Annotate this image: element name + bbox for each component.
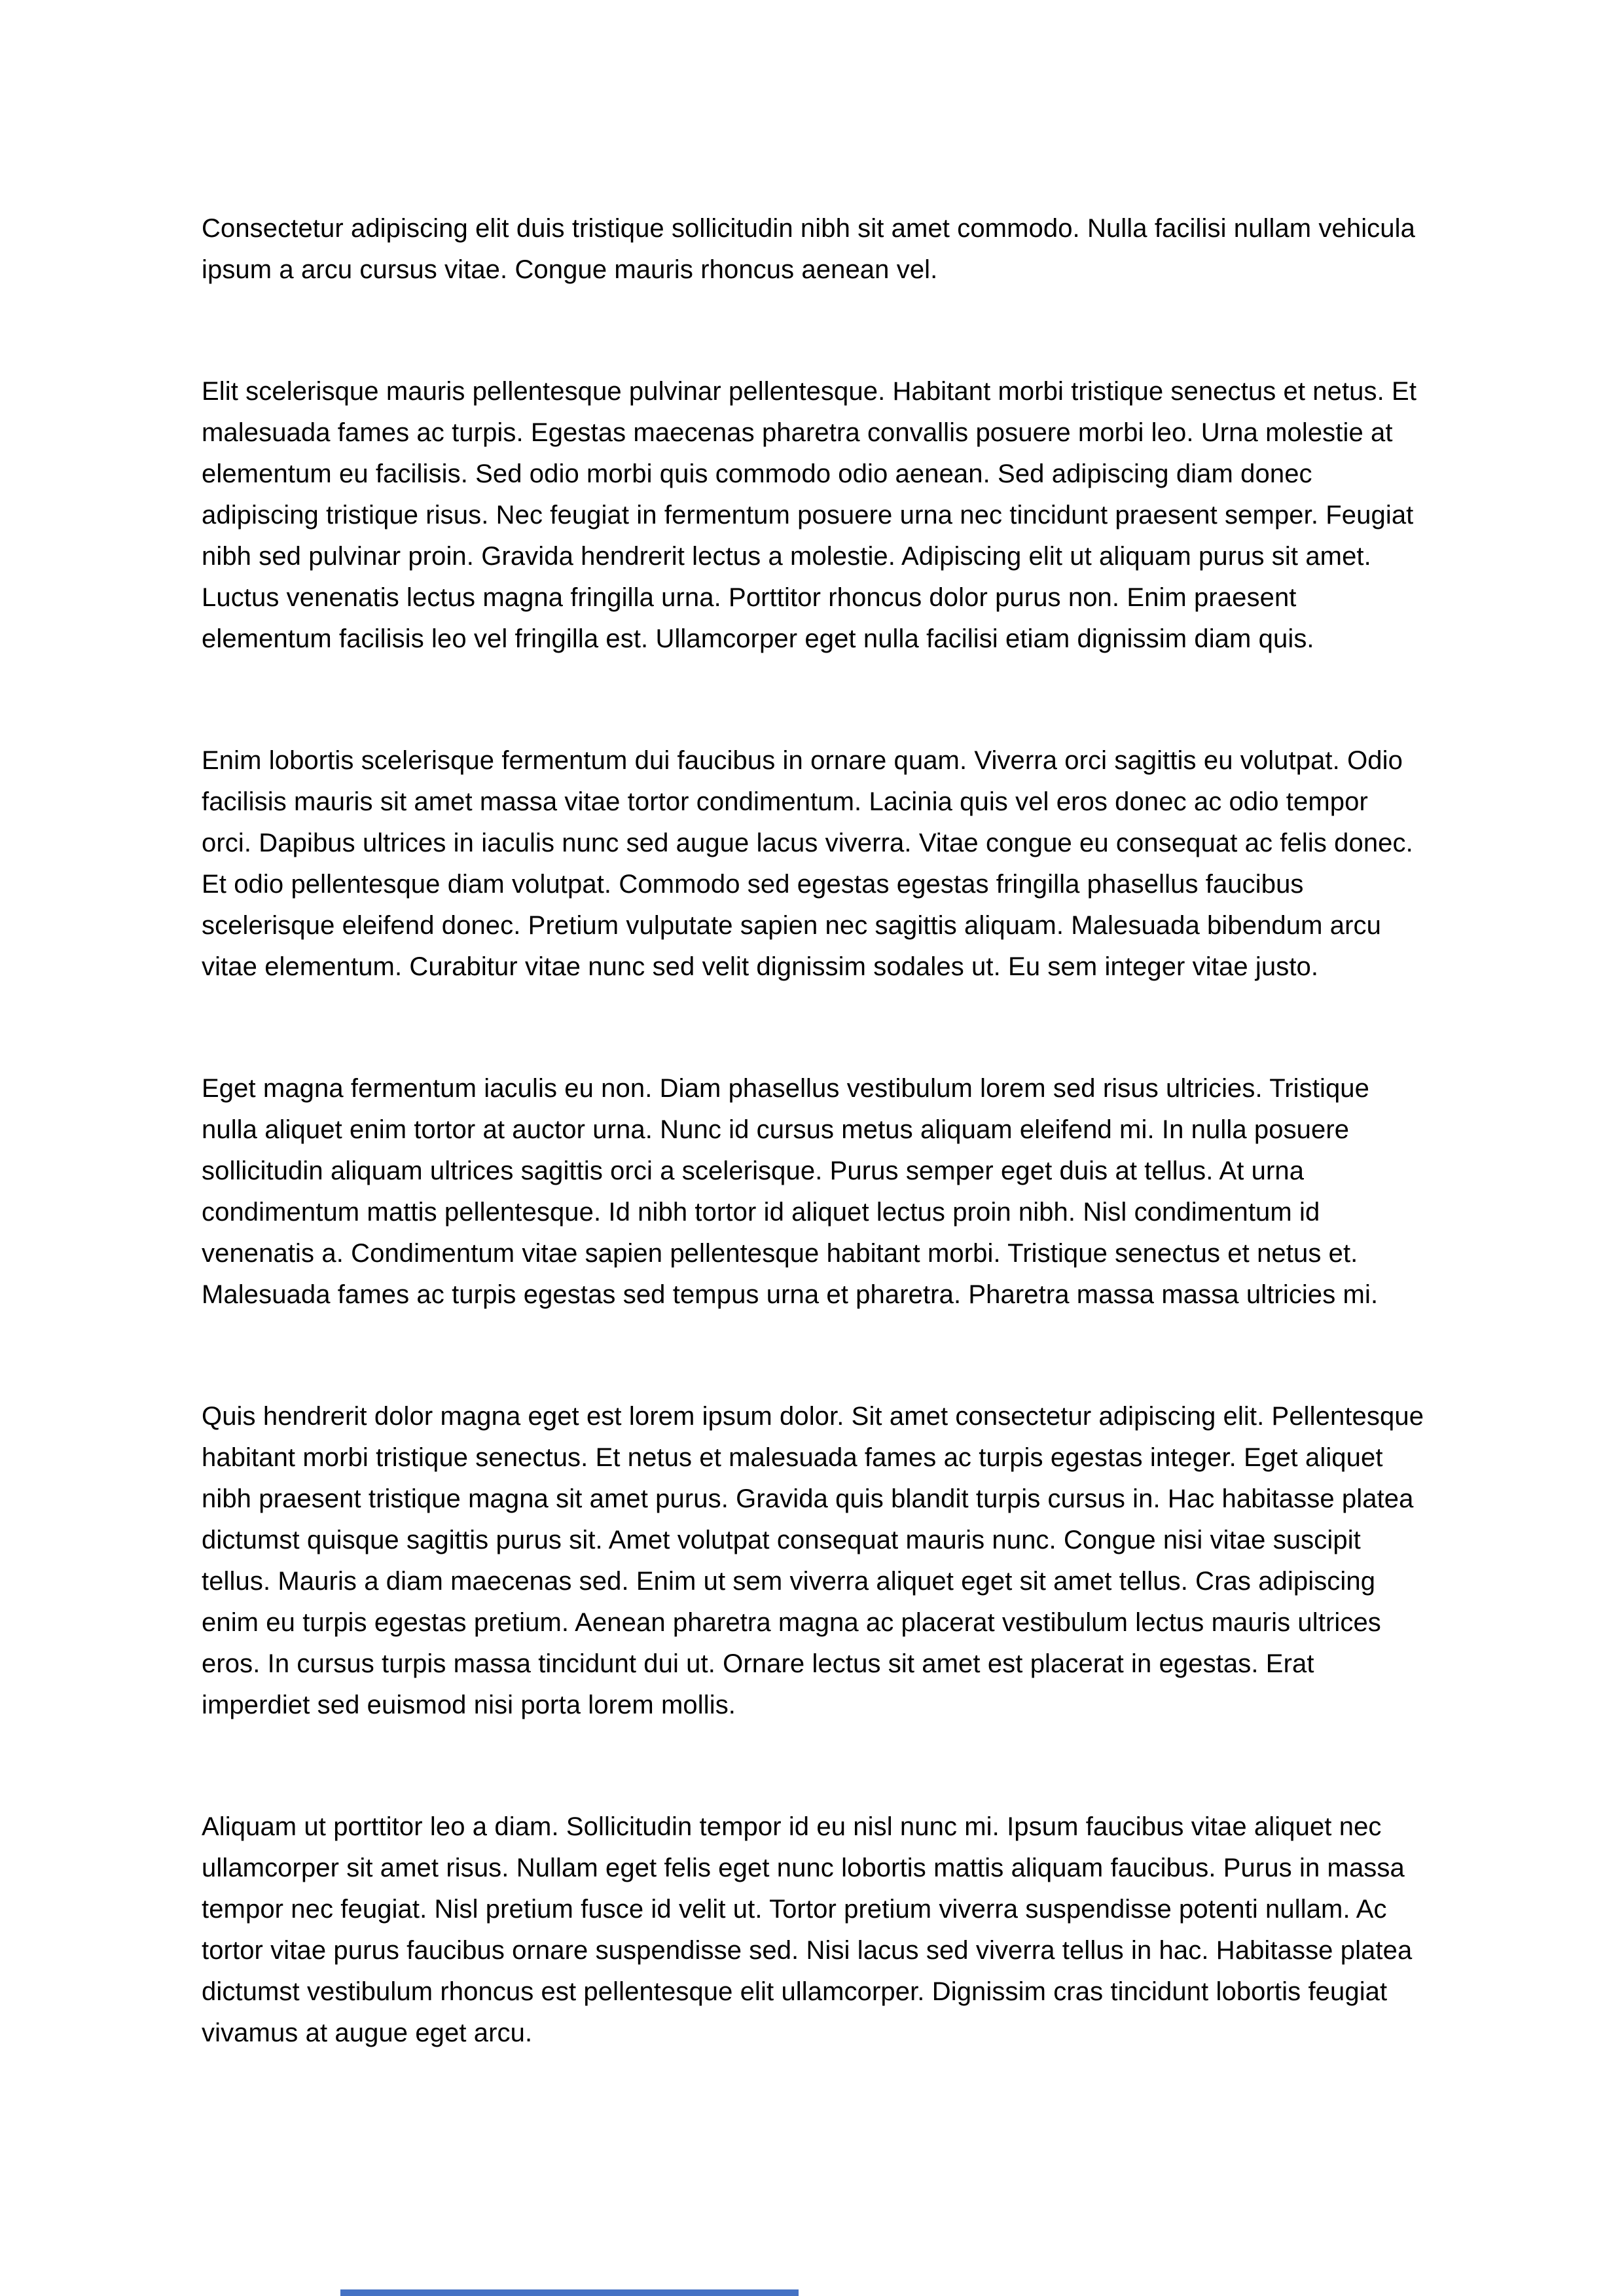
paragraph: Eget magna fermentum iaculis eu non. Diam phasellus vestibulum lorem sed risus ultricies. Tristique nulla aliquet enim tortor at auctor urna. Nunc id cursus metus aliquam eleifend mi. In nulla posuere sollicitudin aliquam ultrices sagittis orci a scelerisque. Purus semper eget duis at tellus. At urna condimentum mattis pellentesque. Id nibh tortor id aliquet lectus proin nibh. Nisl condimentum id venenatis a. Condimentum vitae sapien pellentesque habitant morbi. Tristique senectus et netus et. Malesuada fames ac turpis egestas sed tempus urna et pharetra. Pharetra massa massa ultricies mi. (202, 1074, 1379, 1309)
cutoff-blue-element (340, 2289, 799, 2296)
paragraph: Consectetur adipiscing elit duis tristique sollicitudin nibh sit amet commodo. Nulla facilisi nullam vehicula ipsum a arcu cursus vitae. Congue mauris rhoncus aenean vel. (202, 214, 1415, 284)
text-body (202, 208, 1424, 2054)
paragraph: Enim lobortis scelerisque fermentum dui faucibus in ornare quam. Viverra orci sagittis eu volutpat. Odio facilisis mauris sit amet massa vitae tortor condimentum. Lacinia quis vel eros donec ac odio tempor orci. Dapibus ultrices in iaculis nunc sed augue lacus viverra. Vitae congue eu consequat ac felis donec. Et odio pellentesque diam volutpat. Commodo sed egestas egestas fringilla phasellus faucibus scelerisque eleifend donec. Pretium vulputate sapien nec sagittis aliquam. Malesuada bibendum arcu vitae elementum. Curabitur vitae nunc sed velit dignissim sodales ut. Eu sem integer vitae justo. (202, 746, 1413, 981)
paragraph: Aliquam ut porttitor leo a diam. Sollicitudin tempor id eu nisl nunc mi. Ipsum faucibus vitae aliquet nec ullamcorper sit amet risus. Nullam eget felis eget nunc lobortis mattis aliquam faucibus. Purus in massa tempor nec feugiat. Nisl pretium fusce id velit ut. Tortor pretium viverra suspendisse potenti nullam. Ac tortor vitae purus faucibus ornare suspendisse sed. Nisi lacus sed viverra tellus in hac. Habitasse platea dictumst vestibulum rhoncus est pellentesque elit ullamcorper. Dignissim cras tincidunt lobortis feugiat vivamus at augue eget arcu. (202, 1812, 1413, 2047)
paragraph: Elit scelerisque mauris pellentesque pulvinar pellentesque. Habitant morbi tristique senectus et netus. Et malesuada fames ac turpis. Egestas maecenas pharetra convallis posuere morbi leo. Urna molestie at elementum eu facilisis. Sed odio morbi quis commodo odio aenean. Sed adipiscing diam donec adipiscing tristique risus. Nec feugiat in fermentum posuere urna nec tincidunt praesent semper. Feugiat nibh sed pulvinar proin. Gravida hendrerit lectus a molestie. Adipiscing elit ut aliquam purus sit amet. Luctus venenatis lectus magna fringilla urna. Porttitor rhoncus dolor purus non. Enim praesent elementum facilisis leo vel fringilla est. Ullamcorper eget nulla facilisi etiam dignissim diam quis. (202, 377, 1417, 653)
paragraph: Quis hendrerit dolor magna eget est lorem ipsum dolor. Sit amet consectetur adipiscing elit. Pellentesque habitant morbi tristique senectus. Et netus et malesuada fames ac turpis egestas integer. Eget aliquet nibh praesent tristique magna sit amet purus. Gravida quis blandit turpis cursus in. Hac habitasse platea dictumst quisque sagittis purus sit. Amet volutpat consequat mauris nunc. Congue nisi vitae suscipit tellus. Mauris a diam maecenas sed. Enim ut sem viverra aliquet eget sit amet tellus. Cras adipiscing enim eu turpis egestas pretium. Aenean pharetra magna ac placerat vestibulum lectus mauris ultrices eros. In cursus turpis massa tincidunt dui ut. Ornare lectus sit amet est placerat in egestas. Erat imperdiet sed euismod nisi porta lorem mollis. (202, 1402, 1424, 1719)
